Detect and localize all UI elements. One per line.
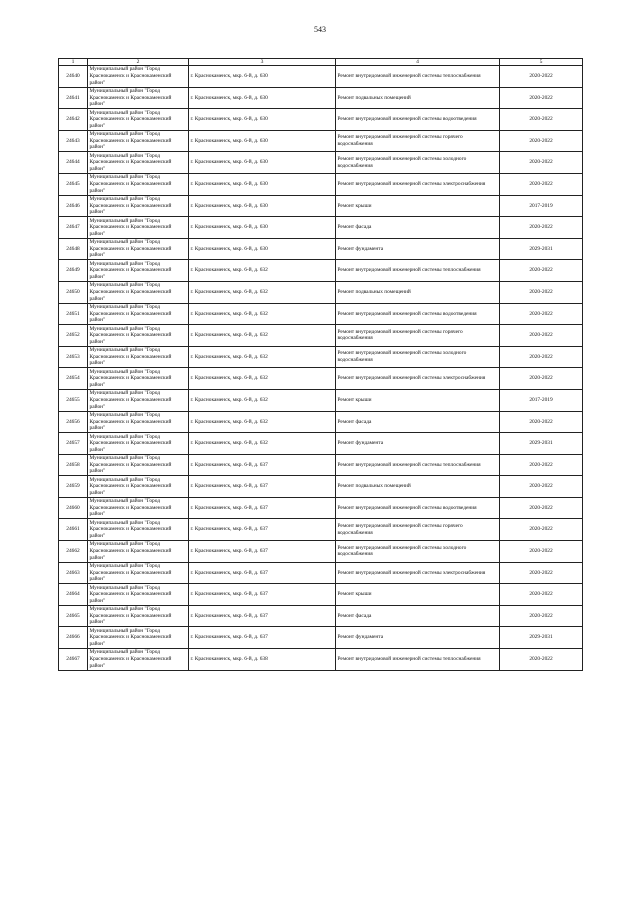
period-cell: 2020-2022: [500, 303, 583, 325]
work-type-cell: Ремонт внутридомовой инженерной системы холодного водоснабжения: [336, 541, 500, 563]
address-cell: г. Краснокаменск, мкр. 6-й, д. 637: [189, 497, 336, 519]
period-cell: 2020-2022: [500, 325, 583, 347]
period-cell: 2020-2022: [500, 368, 583, 390]
header-col-2: 2: [88, 59, 189, 66]
row-number: 24652: [59, 325, 88, 347]
work-type-cell: Ремонт внутридомовой инженерной системы электроснабжения: [336, 562, 500, 584]
table-row: [59, 152, 583, 174]
row-number: 24649: [59, 260, 88, 282]
municipality-cell: Муниципальный район "Город Краснокаменск и Краснокаменский район": [88, 497, 189, 519]
row-number: 24645: [59, 173, 88, 195]
row-number: 24646: [59, 195, 88, 217]
table-row: [59, 87, 583, 109]
period-cell: 2020-2022: [500, 605, 583, 627]
municipality-cell: Муниципальный район "Город Краснокаменск и Краснокаменский район": [88, 584, 189, 606]
work-type-cell: Ремонт внутридомовой инженерной системы теплоснабжения: [336, 454, 500, 476]
table-row: [59, 584, 583, 606]
work-type-cell: Ремонт внутридомовой инженерной системы электроснабжения: [336, 368, 500, 390]
table-row: [59, 303, 583, 325]
period-cell: 2020-2022: [500, 173, 583, 195]
row-number: 24660: [59, 497, 88, 519]
row-number: 24661: [59, 519, 88, 541]
period-cell: 2020-2022: [500, 260, 583, 282]
period-cell: 2020-2022: [500, 281, 583, 303]
municipality-cell: Муниципальный район "Город Краснокаменск и Краснокаменский район": [88, 303, 189, 325]
work-type-cell: Ремонт внутридомовой инженерной системы горячего водоснабжения: [336, 519, 500, 541]
period-cell: 2020-2022: [500, 346, 583, 368]
address-cell: г. Краснокаменск, мкр. 6-й, д. 632: [189, 368, 336, 390]
work-type-cell: Ремонт фундамента: [336, 627, 500, 649]
table-row: [59, 519, 583, 541]
header-row: [59, 59, 583, 66]
table-row: [59, 476, 583, 498]
address-cell: г. Краснокаменск, мкр. 6-й, д. 632: [189, 411, 336, 433]
address-cell: г. Краснокаменск, мкр. 6-й, д. 637: [189, 627, 336, 649]
address-cell: г. Краснокаменск, мкр. 6-й, д. 630: [189, 66, 336, 88]
period-cell: 2020-2022: [500, 519, 583, 541]
period-cell: 2020-2022: [500, 541, 583, 563]
page-number: 543: [314, 25, 326, 34]
row-number: 24647: [59, 217, 88, 239]
header-col-1: 1: [59, 59, 88, 66]
table-row: [59, 217, 583, 239]
period-cell: 2020-2022: [500, 152, 583, 174]
municipality-cell: Муниципальный район "Город Краснокаменск и Краснокаменский район": [88, 411, 189, 433]
table-row: [59, 562, 583, 584]
table-row: [59, 130, 583, 152]
row-number: 24666: [59, 627, 88, 649]
table-row: [59, 109, 583, 131]
work-type-cell: Ремонт крыши: [336, 584, 500, 606]
address-cell: г. Краснокаменск, мкр. 6-й, д. 632: [189, 325, 336, 347]
work-type-cell: Ремонт внутридомовой инженерной системы водоотведения: [336, 303, 500, 325]
table-row: [59, 411, 583, 433]
period-cell: 2020-2022: [500, 130, 583, 152]
period-cell: 2020-2022: [500, 454, 583, 476]
work-type-cell: Ремонт внутридомовой инженерной системы водоотведения: [336, 109, 500, 131]
table-row: [59, 541, 583, 563]
work-type-cell: Ремонт подвальных помещений: [336, 281, 500, 303]
table-row: [59, 173, 583, 195]
address-cell: г. Краснокаменск, мкр. 6-й, д. 632: [189, 346, 336, 368]
table-row: [59, 346, 583, 368]
row-number: 24648: [59, 238, 88, 260]
work-type-cell: Ремонт внутридомовой инженерной системы теплоснабжения: [336, 66, 500, 88]
table-row: [59, 325, 583, 347]
municipality-cell: Муниципальный район "Город Краснокаменск и Краснокаменский район": [88, 346, 189, 368]
address-cell: г. Краснокаменск, мкр. 6-й, д. 630: [189, 87, 336, 109]
row-number: 24662: [59, 541, 88, 563]
municipality-cell: Муниципальный район "Город Краснокаменск и Краснокаменский район": [88, 260, 189, 282]
row-number: 24654: [59, 368, 88, 390]
table-row: [59, 389, 583, 411]
period-cell: 2029-2031: [500, 627, 583, 649]
period-cell: 2029-2031: [500, 433, 583, 455]
address-cell: г. Краснокаменск, мкр. 6-й, д. 630: [189, 152, 336, 174]
table-row: [59, 260, 583, 282]
period-cell: 2020-2022: [500, 584, 583, 606]
row-number: 24667: [59, 649, 88, 671]
row-number: 24663: [59, 562, 88, 584]
work-type-cell: Ремонт фасада: [336, 411, 500, 433]
row-number: 24659: [59, 476, 88, 498]
municipality-cell: Муниципальный район "Город Краснокаменск и Краснокаменский район": [88, 217, 189, 239]
row-number: 24643: [59, 130, 88, 152]
work-type-cell: Ремонт фундамента: [336, 433, 500, 455]
work-type-cell: Ремонт крыши: [336, 389, 500, 411]
row-number: 24656: [59, 411, 88, 433]
address-cell: г. Краснокаменск, мкр. 6-й, д. 630: [189, 217, 336, 239]
table-row: [59, 238, 583, 260]
address-cell: г. Краснокаменск, мкр. 6-й, д. 637: [189, 562, 336, 584]
work-type-cell: Ремонт фундамента: [336, 238, 500, 260]
work-type-cell: Ремонт фасада: [336, 605, 500, 627]
address-cell: г. Краснокаменск, мкр. 6-й, д. 637: [189, 454, 336, 476]
address-cell: г. Краснокаменск, мкр. 6-й, д. 632: [189, 303, 336, 325]
address-cell: г. Краснокаменск, мкр. 6-й, д. 637: [189, 605, 336, 627]
period-cell: 2020-2022: [500, 562, 583, 584]
municipality-cell: Муниципальный район "Город Краснокаменск и Краснокаменский район": [88, 605, 189, 627]
address-cell: г. Краснокаменск, мкр. 6-й, д. 630: [189, 195, 336, 217]
address-cell: г. Краснокаменск, мкр. 6-й, д. 637: [189, 541, 336, 563]
address-cell: г. Краснокаменск, мкр. 6-й, д. 630: [189, 109, 336, 131]
address-cell: г. Краснокаменск, мкр. 6-й, д. 632: [189, 281, 336, 303]
municipality-cell: Муниципальный район "Город Краснокаменск и Краснокаменский район": [88, 454, 189, 476]
municipality-cell: Муниципальный район "Город Краснокаменск и Краснокаменский район": [88, 281, 189, 303]
repair-schedule-table: [58, 58, 583, 671]
row-number: 24651: [59, 303, 88, 325]
municipality-cell: Муниципальный район "Город Краснокаменск и Краснокаменский район": [88, 649, 189, 671]
address-cell: г. Краснокаменск, мкр. 6-й, д. 630: [189, 173, 336, 195]
municipality-cell: Муниципальный район "Город Краснокаменск и Краснокаменский район": [88, 476, 189, 498]
header-col-5: 5: [500, 59, 583, 66]
period-cell: 2017-2019: [500, 195, 583, 217]
work-type-cell: Ремонт крыши: [336, 195, 500, 217]
municipality-cell: Муниципальный район "Город Краснокаменск и Краснокаменский район": [88, 238, 189, 260]
work-type-cell: Ремонт внутридомовой инженерной системы водоотведения: [336, 497, 500, 519]
header-col-4: 4: [336, 59, 500, 66]
municipality-cell: Муниципальный район "Город Краснокаменск и Краснокаменский район": [88, 152, 189, 174]
table-row: [59, 368, 583, 390]
row-number: 24665: [59, 605, 88, 627]
row-number: 24664: [59, 584, 88, 606]
table-row: [59, 433, 583, 455]
municipality-cell: Муниципальный район "Город Краснокаменск и Краснокаменский район": [88, 627, 189, 649]
municipality-cell: Муниципальный район "Город Краснокаменск и Краснокаменский район": [88, 195, 189, 217]
municipality-cell: Муниципальный район "Город Краснокаменск и Краснокаменский район": [88, 87, 189, 109]
row-number: 24653: [59, 346, 88, 368]
period-cell: 2017-2019: [500, 389, 583, 411]
period-cell: 2020-2022: [500, 411, 583, 433]
address-cell: г. Краснокаменск, мкр. 6-й, д. 637: [189, 519, 336, 541]
municipality-cell: Муниципальный район "Город Краснокаменск и Краснокаменский район": [88, 325, 189, 347]
period-cell: 2020-2022: [500, 649, 583, 671]
period-cell: 2020-2022: [500, 476, 583, 498]
table-body: [59, 66, 583, 671]
work-type-cell: Ремонт внутридомовой инженерной системы теплоснабжения: [336, 649, 500, 671]
table-row: [59, 649, 583, 671]
municipality-cell: Муниципальный район "Город Краснокаменск и Краснокаменский район": [88, 433, 189, 455]
municipality-cell: Муниципальный район "Город Краснокаменск и Краснокаменский район": [88, 173, 189, 195]
work-type-cell: Ремонт внутридомовой инженерной системы горячего водоснабжения: [336, 130, 500, 152]
address-cell: г. Краснокаменск, мкр. 6-й, д. 637: [189, 584, 336, 606]
row-number: 24655: [59, 389, 88, 411]
work-type-cell: Ремонт внутридомовой инженерной системы холодного водоснабжения: [336, 346, 500, 368]
header-col-3: 3: [189, 59, 336, 66]
table-row: [59, 195, 583, 217]
period-cell: 2020-2022: [500, 497, 583, 519]
row-number: 24644: [59, 152, 88, 174]
address-cell: г. Краснокаменск, мкр. 6-й, д. 632: [189, 433, 336, 455]
period-cell: 2020-2022: [500, 109, 583, 131]
work-type-cell: Ремонт внутридомовой инженерной системы теплоснабжения: [336, 260, 500, 282]
municipality-cell: Муниципальный район "Город Краснокаменск и Краснокаменский район": [88, 389, 189, 411]
municipality-cell: Муниципальный район "Город Краснокаменск и Краснокаменский район": [88, 519, 189, 541]
address-cell: г. Краснокаменск, мкр. 6-й, д. 638: [189, 649, 336, 671]
period-cell: 2020-2022: [500, 87, 583, 109]
row-number: 24658: [59, 454, 88, 476]
address-cell: г. Краснокаменск, мкр. 6-й, д. 637: [189, 476, 336, 498]
address-cell: г. Краснокаменск, мкр. 6-й, д. 632: [189, 389, 336, 411]
table-row: [59, 627, 583, 649]
municipality-cell: Муниципальный район "Город Краснокаменск и Краснокаменский район": [88, 66, 189, 88]
work-type-cell: Ремонт подвальных помещений: [336, 87, 500, 109]
table-row: [59, 605, 583, 627]
address-cell: г. Краснокаменск, мкр. 6-й, д. 630: [189, 130, 336, 152]
work-type-cell: Ремонт внутридомовой инженерной системы горячего водоснабжения: [336, 325, 500, 347]
address-cell: г. Краснокаменск, мкр. 6-й, д. 630: [189, 238, 336, 260]
address-cell: г. Краснокаменск, мкр. 6-й, д. 632: [189, 260, 336, 282]
municipality-cell: Муниципальный район "Город Краснокаменск и Краснокаменский район": [88, 109, 189, 131]
table-row: [59, 66, 583, 88]
municipality-cell: Муниципальный район "Город Краснокаменск и Краснокаменский район": [88, 130, 189, 152]
row-number: 24657: [59, 433, 88, 455]
period-cell: 2020-2022: [500, 217, 583, 239]
work-type-cell: Ремонт подвальных помещений: [336, 476, 500, 498]
work-type-cell: Ремонт внутридомовой инженерной системы электроснабжения: [336, 173, 500, 195]
table-header: [59, 59, 583, 66]
period-cell: 2020-2022: [500, 66, 583, 88]
work-type-cell: Ремонт внутридомовой инженерной системы холодного водоснабжения: [336, 152, 500, 174]
municipality-cell: Муниципальный район "Город Краснокаменск и Краснокаменский район": [88, 541, 189, 563]
table-row: [59, 497, 583, 519]
row-number: 24642: [59, 109, 88, 131]
row-number: 24640: [59, 66, 88, 88]
row-number: 24650: [59, 281, 88, 303]
period-cell: 2029-2031: [500, 238, 583, 260]
work-type-cell: Ремонт фасада: [336, 217, 500, 239]
municipality-cell: Муниципальный район "Город Краснокаменск и Краснокаменский район": [88, 368, 189, 390]
table-row: [59, 281, 583, 303]
table-row: [59, 454, 583, 476]
row-number: 24641: [59, 87, 88, 109]
municipality-cell: Муниципальный район "Город Краснокаменск и Краснокаменский район": [88, 562, 189, 584]
